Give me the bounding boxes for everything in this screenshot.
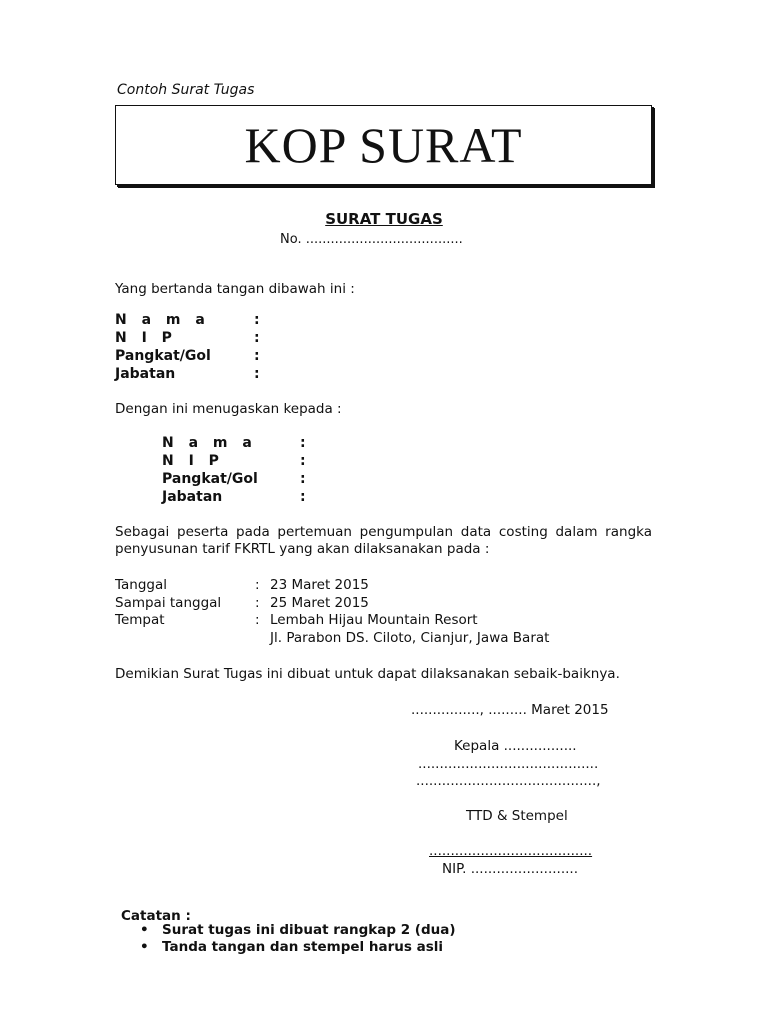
schedule-date-value: 23 Maret 2015 [270, 577, 369, 593]
signer-name-colon: : [254, 312, 260, 328]
closing-statement: Demikian Surat Tugas ini dibuat untuk dapat dilaksanakan sebaik-baiknya. [115, 666, 620, 682]
assignee-rank-colon: : [300, 471, 306, 487]
note-item: • Tanda tangan dan stempel harus asli [140, 939, 456, 956]
assignee-rank-label: Pangkat/Gol [162, 471, 258, 487]
signer-name-label: N a m a [115, 312, 210, 328]
schedule-place-label: Tempat [115, 612, 165, 628]
signature-role: Kepala ................. [454, 738, 577, 754]
schedule-date-colon: : [255, 577, 260, 593]
signer-rank-colon: : [254, 348, 260, 364]
assign-intro: Dengan ini menugaskan kepada : [115, 401, 342, 417]
assignee-position-colon: : [300, 489, 306, 505]
notes-title: Catatan : [121, 908, 191, 924]
document-title: SURAT TUGAS [325, 210, 443, 228]
signer-intro: Yang bertanda tangan dibawah ini : [115, 281, 355, 297]
document-number: No. ...................................... [280, 232, 463, 247]
assignee-name-colon: : [300, 435, 306, 451]
purpose-line-1: Sebagai peserta pada pertemuan pengumpulan data costing dalam rangka [115, 524, 652, 540]
schedule-address: Jl. Parabon DS. Ciloto, Cianjur, Jawa Barat [270, 630, 550, 646]
letterhead-box [115, 105, 652, 185]
signature-stamp-label: TTD & Stempel [466, 808, 568, 824]
signature-nip: NIP. ......................... [442, 861, 578, 877]
schedule-until-label: Sampai tanggal [115, 595, 222, 611]
schedule-place-colon: : [255, 612, 260, 628]
notes-list [140, 922, 456, 956]
schedule-until-value: 25 Maret 2015 [270, 595, 369, 611]
signer-position-label: Jabatan [115, 366, 176, 382]
schedule-place-value: Lembah Hijau Mountain Resort [270, 612, 478, 628]
signer-rank-label: Pangkat/Gol [115, 348, 211, 364]
document-caption: Contoh Surat Tugas [117, 82, 255, 98]
signature-line-2: .........................................., [416, 773, 601, 789]
signature-line-1: .......................................... [418, 756, 599, 772]
signature-name-line: ...................................... [429, 843, 593, 859]
assignee-position-label: Jabatan [162, 489, 223, 505]
assignee-name-label: N a m a [162, 435, 257, 451]
note-item: • Surat tugas ini dibuat rangkap 2 (dua) [140, 922, 456, 939]
assignee-nip-colon: : [300, 453, 306, 469]
assignee-nip-label: N I P [162, 453, 224, 469]
purpose-line-2: penyusunan tarif FKRTL yang akan dilaksanakan pada : [115, 541, 490, 557]
signature-place-date: ................, ......... Maret 2015 [411, 702, 609, 718]
schedule-until-colon: : [255, 595, 260, 611]
signer-nip-label: N I P [115, 330, 177, 346]
signer-position-colon: : [254, 366, 260, 382]
letterhead-text: KOP SURAT [244, 117, 523, 173]
signer-nip-colon: : [254, 330, 260, 346]
schedule-date-label: Tanggal [115, 577, 168, 593]
